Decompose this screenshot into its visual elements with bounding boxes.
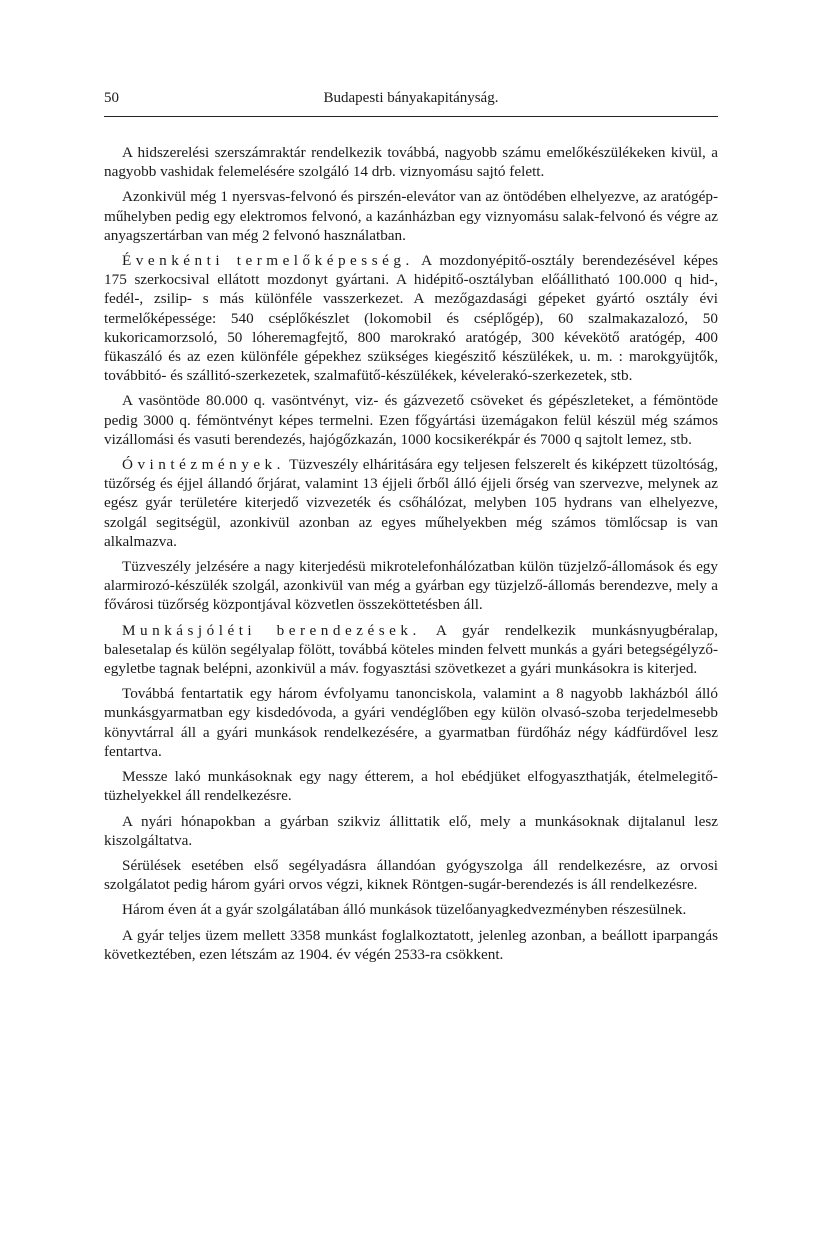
body-text xyxy=(104,143,718,964)
section-heading: Óvintézmények. xyxy=(122,456,285,474)
paragraph-text: Sérülések esetében első segélyadásra állandóan gyógyszolga áll rendelkezésre, az orvosi szolgálatot pedig három gyári orvos végzi, kiknek Röntgen-sugár-berendezés is áll rendelkezésre. xyxy=(104,856,718,894)
paragraph-text: Azonkivül még 1 nyersvas-felvonó és pirszén-elevátor van az öntödében elhelyezve, az aratógép-műhelyben pedig egy elektromos felvonó, a kazánházban egy viznyomásu salak-felvonó és végre az anyagszertárban van még 2 felvonó használatban. xyxy=(104,188,718,244)
paragraph-text: A gyár teljes üzem mellett 3358 munkást foglalkoztatott, jelenleg azonban, a beállott iparpangás következtében, ezen létszám az 1904. év végén 2533-ra csökkent. xyxy=(104,926,718,963)
paragraph xyxy=(104,455,718,551)
paragraph xyxy=(104,926,718,964)
paragraph xyxy=(104,557,718,615)
section-heading: Munkásjóléti berendezések. xyxy=(122,621,421,639)
running-title: Budapesti bányakapitányság. xyxy=(323,90,499,106)
paragraph-text: A nyári hónapokban a gyárban szikviz állittatik elő, mely a munkásoknak dijtalanul lesz kiszolgáltatva. xyxy=(104,812,718,849)
page-number: 50 xyxy=(104,90,119,106)
paragraph xyxy=(104,187,718,245)
paragraph-text: A mozdonyépitő-osztály berendezésével képes 175 szerkocsival ellátott mozdonyt gyártani. A hidépitő-osztályban előállitható 100.000 q hid-, fedél-, zsilip- s más különféle vasszerkezet. A mezőgazdasági gépeket gyártó osztály évi termelőképessége: 540 cséplőkészlet (lokomobil és cséplőgép), 60 szalmakazalozó, 50 kukoricamorzsoló, 50 lóheremagfejtő, 800 marokrakó aratógép, 300 kévekötő aratógép, 400 fükaszáló és az ezen különféle gépekhez szükséges kiegészitő készülékek, u. m. : marokgyüjtők, továbbitó- és szállitó-szerkezetek, szalmafütő-készülékek, kévelerakó-szerkezetek, stb. xyxy=(104,252,718,385)
paragraph-text: Messze lakó munkásoknak egy nagy étterem, a hol ebédjüket elfogyaszthatják, ételmelegitő-tüzhelyekkel áll rendelkezésre. xyxy=(104,768,718,805)
page-header xyxy=(104,90,718,114)
paragraph-text: A gyár rendelkezik munkásnyugbéralap, balesetalap és külön segélyalap fölött, továbbá köteles minden felvett munkás a gyári betegségélyző-egyletbe tagnak belépni, azonkivül a máv. fogyasztási szövetkezet a gyári munkásokra is kiterjed. xyxy=(104,621,718,678)
paragraph xyxy=(104,856,718,894)
paragraph-text: Tüzveszély elháritására egy teljesen felszerelt és kiképzett tüzoltóság, tüzőrség és éjjel állandó őrjárat, valamint 13 éjjeli őrből álló éjjeli őrség van szervezve, melynek az egész gyár területére kiterjedő vizvezeték és csőhálózat, melyben 105 hydrans van elhelyezve, szolgál segitségül, azonkivül azonban az egyes műhelyekben még számos tömlőcsap is van alkalmazva. xyxy=(104,456,718,550)
paragraph xyxy=(104,621,718,679)
paragraph xyxy=(104,684,718,761)
paragraph xyxy=(104,391,718,449)
section-heading: Évenkénti termelőképesség. xyxy=(122,252,414,270)
header-rule xyxy=(104,116,718,117)
paragraph xyxy=(104,812,718,850)
paragraph xyxy=(104,251,718,385)
paragraph-text: Tüzveszély jelzésére a nagy kiterjedésü mikrotelefonhálózatban külön tüzjelző-állomások és egy alarmirozó-készülék szolgál, azonkivül van még a gyárban egy tüzjelző-állomás berendezve, mely a fővárosi tüzőrség központjával közvetlen összeköttetésben áll. xyxy=(104,558,718,614)
paragraph-text: A vasöntöde 80.000 q. vasöntvényt, viz- és gázvezető csöveket és gépészleteket, a fémöntöde pedig 3000 q. fémöntvényt képes termelni. Ezen főgyártási üzemágakon felül készül még számos vizállomási és vasuti berendezés, hajógőzkazán, 1000 kocsikerékpár és 7000 q sajtolt lemez, stb. xyxy=(104,392,718,448)
paragraph-text: Továbbá fentartatik egy három évfolyamu tanonciskola, valamint a 8 nagyobb lakházból álló munkásgyarmatban egy kisdedóvoda, a gyári vendéglőben egy külön olvasó-szoba terjedelmesebb könyvtárral áll a gyári munkások rendelkezésére, a gyarmatban fürdőház négy kádfürdővel lesz fentartva. xyxy=(104,685,718,760)
paragraph xyxy=(104,900,718,919)
document-page xyxy=(104,90,718,970)
paragraph-text: Három éven át a gyár szolgálatában álló munkások tüzelőanyagkedvezményben részesülnek. xyxy=(122,901,687,919)
paragraph xyxy=(104,767,718,805)
paragraph-text: A hidszerelési szerszámraktár rendelkezik továbbá, nagyobb számu emelőkészülékeken kivül, a nagyobb vashidak felemelésére szolgáló 14 drb. viznyomásu sajtó felett. xyxy=(104,144,718,181)
paragraph xyxy=(104,143,718,181)
